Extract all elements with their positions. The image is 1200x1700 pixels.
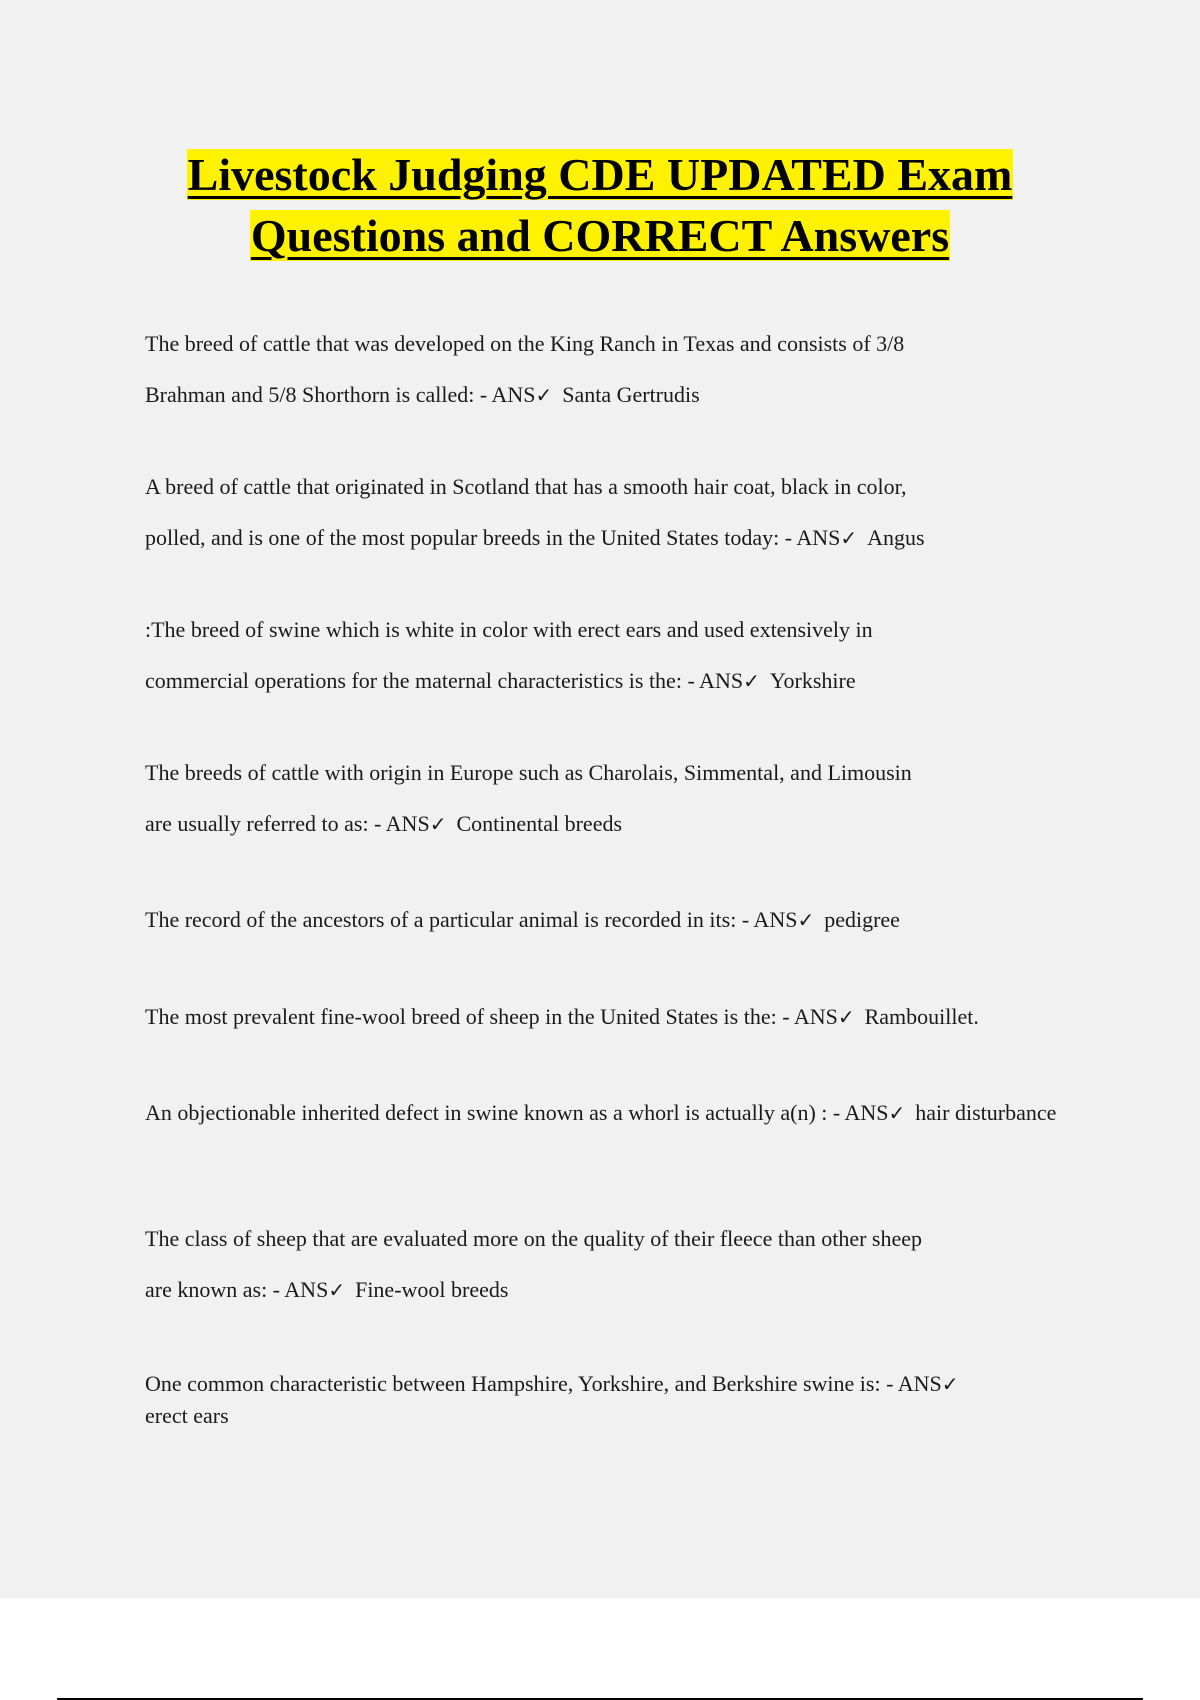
question-text: :The breed of swine which is white in color with erect ears and used extensively in bbox=[145, 617, 873, 642]
qa-item bbox=[145, 1368, 1075, 1432]
title-line-1: Livestock Judging CDE UPDATED Exam bbox=[187, 149, 1013, 200]
check-mark-icon: ✓ bbox=[837, 1005, 855, 1029]
check-mark-icon: ✓ bbox=[840, 526, 858, 550]
qa-item bbox=[145, 461, 1075, 564]
qa-item bbox=[145, 1213, 1075, 1316]
check-mark-icon: ✓ bbox=[535, 383, 553, 407]
document-title bbox=[0, 144, 1200, 266]
question-text: The breed of cattle that was developed on the King Ranch in Texas and consists of 3/8 bbox=[145, 331, 905, 356]
question-text: The record of the ancestors of a particular animal is recorded in its: - ANS bbox=[145, 907, 798, 932]
check-mark-icon: ✓ bbox=[328, 1278, 346, 1302]
answer-text: Yorkshire bbox=[769, 668, 856, 693]
check-mark-icon: ✓ bbox=[743, 669, 760, 693]
question-text: Brahman and 5/8 Shorthorn is called: - ANS bbox=[145, 382, 536, 407]
title-line-2: Questions and CORRECT Answers bbox=[250, 210, 950, 261]
answer-text: erect ears bbox=[145, 1403, 229, 1428]
answer-text: Fine-wool breeds bbox=[355, 1277, 509, 1302]
question-text: The most prevalent fine-wool breed of sheep in the United States is the: - ANS bbox=[145, 1004, 838, 1029]
answer-text: pedigree bbox=[824, 907, 900, 932]
question-text: The breeds of cattle with origin in Europe such as Charolais, Simmental, and Limousin bbox=[145, 760, 912, 785]
qa-item bbox=[145, 1097, 1075, 1129]
question-text: A breed of cattle that originated in Scotland that has a smooth hair coat, black in color, bbox=[145, 474, 907, 499]
qa-item bbox=[145, 318, 1075, 421]
check-mark-icon: ✓ bbox=[941, 1372, 959, 1396]
qa-item bbox=[145, 991, 1075, 1043]
answer-text: Continental breeds bbox=[456, 811, 623, 836]
answer-text: hair disturbance bbox=[915, 1100, 1057, 1125]
question-text: The class of sheep that are evaluated more on the quality of their fleece than other sheep bbox=[145, 1226, 923, 1251]
check-mark-icon: ✓ bbox=[797, 908, 815, 932]
qa-item bbox=[145, 747, 1075, 850]
check-mark-icon: ✓ bbox=[888, 1101, 906, 1125]
question-text: An objectionable inherited defect in swine known as a whorl is actually a(n) : - ANS bbox=[145, 1100, 889, 1125]
question-text: commercial operations for the maternal characteristics is the: - ANS bbox=[145, 668, 744, 693]
qa-item bbox=[145, 894, 1075, 946]
question-text: One common characteristic between Hampshire, Yorkshire, and Berkshire swine is: - ANS bbox=[145, 1371, 942, 1396]
qa-item bbox=[145, 604, 1075, 707]
answer-text: Santa Gertrudis bbox=[562, 382, 700, 407]
answer-text: Rambouillet. bbox=[864, 1004, 979, 1029]
question-text: are usually referred to as: - ANS bbox=[145, 811, 430, 836]
check-mark-icon: ✓ bbox=[429, 812, 447, 836]
question-text: polled, and is one of the most popular breeds in the United States today: - ANS bbox=[145, 525, 841, 550]
answer-text: Angus bbox=[867, 525, 925, 550]
question-text: are known as: - ANS bbox=[145, 1277, 329, 1302]
